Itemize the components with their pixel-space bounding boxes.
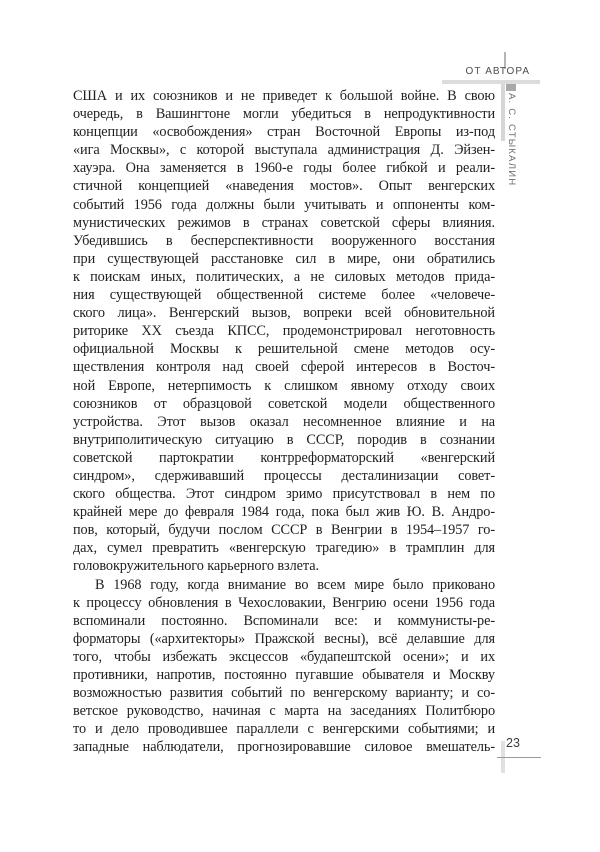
body-line: очередь, в Вашингтоне могли убедиться в непродуктивности <box>73 106 495 123</box>
author-marker-square <box>506 84 516 91</box>
body-line: внутриполитическую ситуацию в СССР, породив в сознании <box>73 431 495 448</box>
body-line: ветское руководство, начиная с марта на заседаниях Политбюро <box>73 703 495 720</box>
body-line: того, чтобы избежать эксцессов «будапештской осени»; и их <box>73 648 495 665</box>
header-rule <box>442 80 540 84</box>
body-line: дах, сумел превратить «венгерскую трагедию» в трамплин для <box>73 540 495 557</box>
body-line: стичной концепцией «наведения мостов». Опыт венгерских <box>73 178 495 195</box>
body-line: ского общества. Этот синдром зримо присутствовал в нем по <box>73 486 495 503</box>
body-line: советской партократии контрреформаторский «венгерский <box>73 449 495 466</box>
body-line: ществления контроля над своей сферой интересов в Восточ- <box>73 359 495 376</box>
page-number: 23 <box>506 736 520 750</box>
body-line: концепции «освобождения» стран Восточной Европы из-под <box>73 124 495 141</box>
author-vertical-rule <box>501 84 505 141</box>
body-line: устройства. Этот вызов оказал несомненное влияние и на <box>73 413 495 430</box>
body-line: хауэра. Она заменяется в 1960-е годы более гибкой и реали- <box>73 160 495 177</box>
body-line: В 1968 году, когда внимание во всем мире было приковано <box>95 576 495 593</box>
body-line: риторике XX съезда КПСС, продемонстрировал неготовность <box>73 323 495 340</box>
body-line: событий 1956 года должны были учитывать и оппоненты ком- <box>73 196 495 213</box>
body-line: ной Европе, нетерпимость к слишком явному отходу своих <box>73 377 495 394</box>
body-line: синдром», сдерживавший процессы десталинизации совет- <box>73 467 495 484</box>
body-text <box>73 87 495 756</box>
body-line: официальной Москвы к решительной смене методов осу- <box>73 341 495 358</box>
body-line: при существующей расстановке сил в мире, они обратились <box>73 250 495 267</box>
body-line: возможностью развития событий по венгерскому варианту; и со- <box>73 685 495 702</box>
body-line: форматоры («архитекторы» Пражской весны), всё делавшие для <box>73 630 495 647</box>
body-line: «ига Москвы», с которой выступала администрация Д. Эйзен- <box>73 142 495 159</box>
body-line: США и их союзников и не приведет к большой войне. В свою <box>73 88 495 104</box>
paragraph <box>73 87 495 576</box>
body-line: головокружительного карьерного взлета. <box>73 558 319 575</box>
footer-rule <box>497 757 541 758</box>
body-line: противники, напротив, постоянно пугавшие обывателя и Москву <box>73 667 495 683</box>
author-name-vertical: А. С. СТЫКАЛИН <box>506 93 517 187</box>
body-line: пов, который, будучи послом СССР в Венгрии в 1954–1957 го- <box>73 522 495 539</box>
body-line: вспоминали постоянно. Вспоминали все: и коммунисты-ре- <box>73 612 495 629</box>
body-line: мунистических режимов в странах советской сферы влияния. <box>73 214 495 231</box>
section-heading: ОТ АВТОРА <box>465 66 530 77</box>
body-line: союзников от образцовой советской модели общественного <box>73 395 495 412</box>
body-line: то и дело проводившее параллели с венгерскими событиями; и <box>73 721 495 738</box>
body-line: ского лица». Венгерский вызов, вопреки всей обновительной <box>73 305 495 322</box>
body-line: крайней мере до февраля 1984 года, пока был жив Ю. В. Андро- <box>73 504 495 521</box>
body-line: к поискам иных, политических, а не силовых методов прида- <box>73 268 495 285</box>
body-line: ния существующей общественной системе более «человече- <box>73 287 495 304</box>
body-line: к процессу обновления в Чехословакии, Венгрию осени 1956 года <box>73 594 495 611</box>
paragraph <box>73 576 495 757</box>
body-line: Убедившись в бесперспективности вооруженного восстания <box>73 232 495 249</box>
body-line: западные наблюдатели, прогнозировавшие силовое вмешатель- <box>73 739 495 756</box>
